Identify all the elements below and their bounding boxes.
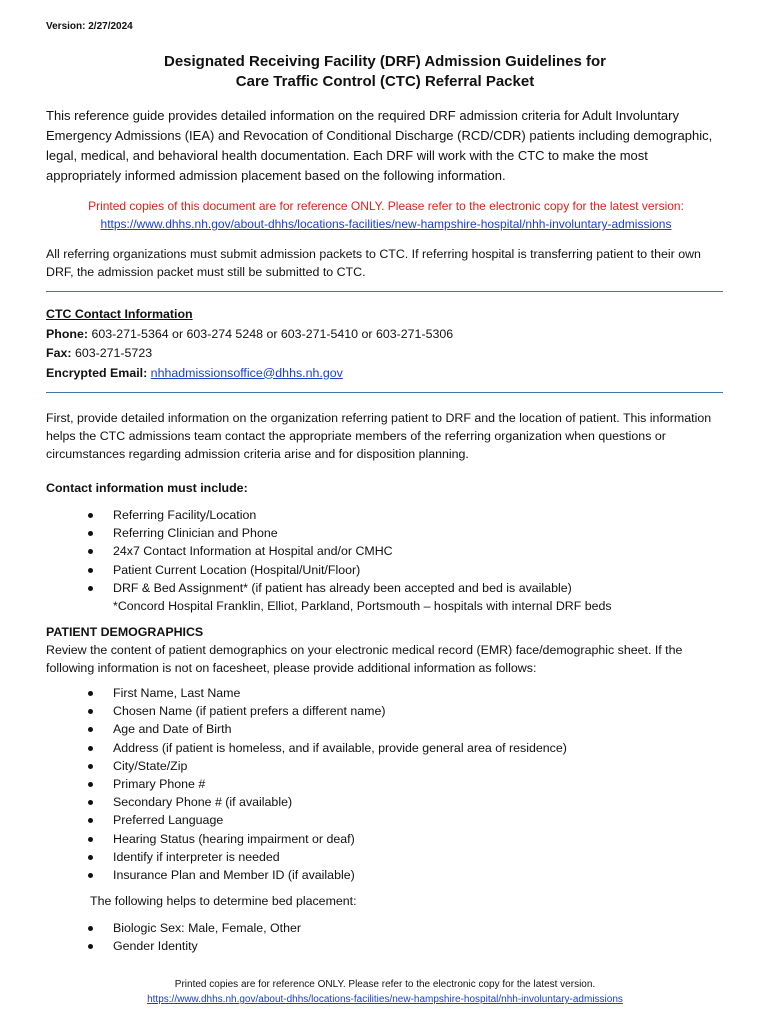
list-item: Chosen Name (if patient prefers a different name) (88, 702, 728, 720)
bullet-icon (88, 709, 93, 714)
ctc-phone-value: 603-271-5364 or 603-274 5248 or 603-271-5410 or 603-271-5306 (91, 326, 454, 341)
list-item: Primary Phone # (88, 775, 728, 793)
bullet-icon (88, 568, 93, 573)
divider-bottom (46, 392, 723, 393)
list-item: Secondary Phone # (if available) (88, 793, 728, 811)
list-item: Age and Date of Birth (88, 720, 728, 738)
bullet-icon (88, 586, 93, 591)
list-item: 24x7 Contact Information at Hospital and/or CMHC (88, 542, 728, 560)
title-line-2: Care Traffic Control (CTC) Referral Packet (235, 73, 535, 90)
bullet-icon (88, 782, 93, 787)
ctc-fax-value: 603-271-5723 (74, 346, 153, 360)
intro-paragraph: This reference guide provides detailed information on the required DRF admission criteria for Adult Involuntary Emergency Admissions (IEA) and Revocation of Conditional Discharge (RCD/CDR) patients including demographic, legal, medical, and behavioral health documentation. Each DRF will work with the CTC to make the most appropriately informed admission placement based on the following information. (46, 108, 713, 183)
contact-info-list (88, 506, 728, 615)
ctc-email-label: Encrypted Email: (46, 365, 148, 380)
footer-text: Printed copies are for reference ONLY. Please refer to the electronic copy for the latest version. (174, 979, 596, 990)
bullet-icon (88, 837, 93, 842)
bullet-icon (88, 549, 93, 554)
ctc-phone-line (46, 325, 726, 345)
bullet-icon (88, 855, 93, 860)
bullet-icon (88, 531, 93, 536)
list-item: Insurance Plan and Member ID (if available) (88, 866, 728, 884)
ctc-email-link[interactable]: nhhadmissionsoffice@dhhs.nh.gov (150, 365, 343, 380)
bullet-icon (88, 691, 93, 696)
bullet-icon (88, 764, 93, 769)
list-item: Biologic Sex: Male, Female, Other (88, 919, 728, 937)
bed-placement-list (88, 919, 728, 955)
version-label: Version: 2/27/2024 (46, 21, 133, 32)
bullet-icon (88, 746, 93, 751)
list-item: DRF & Bed Assignment* (if patient has already been accepted and bed is available) (88, 579, 728, 597)
list-item: Gender Identity (88, 937, 728, 955)
divider-top (46, 291, 723, 292)
bullet-icon (88, 800, 93, 805)
ctc-email-line (46, 364, 726, 384)
bullet-icon (88, 873, 93, 878)
referring-note: All referring organizations must submit admission packets to CTC. If referring hospital is transferring patient to their own DRF, the admission packet must still be submitted to CTC. (46, 247, 701, 279)
list-item: Preferred Language (88, 811, 728, 829)
ctc-contact-block (46, 305, 726, 383)
contact-info-heading: Contact information must include: (46, 481, 248, 495)
title-line-1: Designated Receiving Facility (DRF) Admission Guidelines for (163, 53, 607, 70)
bullet-icon (88, 727, 93, 732)
list-item: First Name, Last Name (88, 684, 728, 702)
reference-notice-link[interactable]: https://www.dhhs.nh.gov/about-dhhs/locations-facilities/new-hampshire-hospital/nhh-involuntary-admissions (100, 217, 672, 231)
page-title (40, 52, 730, 92)
bullet-icon (88, 926, 93, 931)
ctc-phone-label: Phone: (46, 326, 88, 341)
bed-placement-text: The following helps to determine bed placement: (90, 894, 357, 908)
list-item-note (88, 597, 728, 615)
list-item: Address (if patient is homeless, and if available, provide general area of residence) (88, 739, 728, 757)
reference-notice (46, 197, 726, 233)
ctc-fax-label: Fax: (46, 346, 72, 360)
list-item: Hearing Status (hearing impairment or deaf) (88, 830, 728, 848)
demographics-list (88, 684, 728, 884)
reference-notice-text: Printed copies of this document are for reference ONLY. Please refer to the electronic copy for the latest version: (88, 199, 684, 213)
bullet-icon (88, 818, 93, 823)
first-paragraph: First, provide detailed information on the organization referring patient to DRF and the location of patient. This information helps the CTC admissions team contact the appropriate members of the referring organization when questions or circumstances regarding admission criteria arise and for disposition planning. (46, 411, 712, 461)
list-item: Identify if interpreter is needed (88, 848, 728, 866)
drf-beds-note: *Concord Hospital Franklin, Elliot, Parkland, Portsmouth – hospitals with internal DRF beds (113, 599, 612, 614)
demographics-paragraph: Review the content of patient demographics on your electronic medical record (EMR) face/demographic sheet. If the following information is not on facesheet, please provide additional information as follows: (46, 643, 683, 675)
list-item: Referring Facility/Location (88, 506, 728, 524)
bullet-icon (88, 513, 93, 518)
page-footer (40, 977, 730, 1007)
list-item: Referring Clinician and Phone (88, 524, 728, 542)
ctc-contact-heading: CTC Contact Information (46, 307, 193, 321)
footer-link[interactable]: https://www.dhhs.nh.gov/about-dhhs/locations-facilities/new-hampshire-hospital/nhh-involuntary-admissions (147, 994, 623, 1005)
list-item: Patient Current Location (Hospital/Unit/Floor) (88, 561, 728, 579)
ctc-fax-line (46, 344, 726, 364)
demographics-heading: PATIENT DEMOGRAPHICS (46, 625, 204, 639)
bullet-icon (88, 944, 93, 949)
list-item: City/State/Zip (88, 757, 728, 775)
